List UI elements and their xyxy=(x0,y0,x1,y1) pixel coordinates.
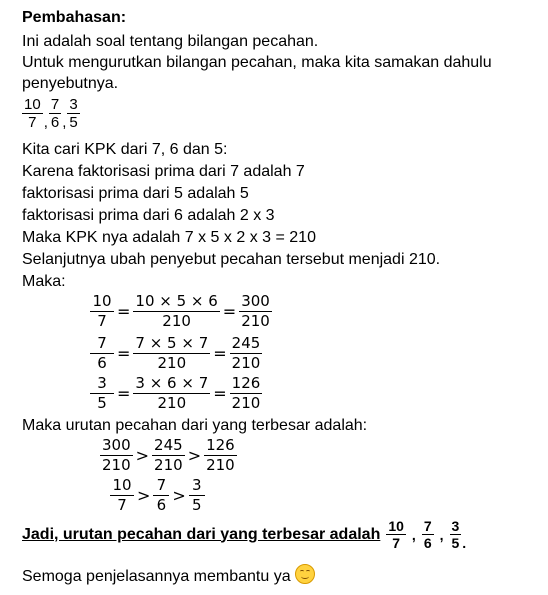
order-intro: Maka urutan pecahan dari yang terbesar adalah: xyxy=(22,417,368,434)
step-line: Kita cari KPK dari 7, 6 dan 5: xyxy=(22,141,228,158)
step-line: Maka KPK nya adalah 7 x 5 x 2 x 3 = 210 xyxy=(22,229,316,246)
conclusion-text: Jadi, urutan pecahan dari yang terbesar adalah xyxy=(22,525,381,543)
step-line: Karena faktorisasi prima dari 7 adalah 7 xyxy=(22,163,305,180)
instruction-text: Untuk mengurutkan bilangan pecahan, maka kita samakan dahulu xyxy=(22,54,492,71)
ordered-fractions-original: $\frac{10}{7}$ > $\frac{7}{6}$ > $\frac{3}{5}$ xyxy=(110,476,205,515)
ordered-fractions-210: $\frac{300}{210}$ > $\frac{245}{210}$ > $\frac{126}{210}$ xyxy=(102,436,235,474)
step-line: Selanjutnya ubah penyebut pecahan tersebut menjadi 210. xyxy=(22,251,441,268)
conversion-row: $\frac{7}{6}$ = $\frac{7 \times 5 \times 7}{210}$ = $\frac{245}{210}$ xyxy=(90,334,262,373)
conversion-row: $\frac{3}{5}$ = $\frac{3 \times 6 \times 7}{210}$ = $\frac{126}{210}$ xyxy=(90,374,262,413)
conclusion-fractions: $\frac{10}{7}$ , $\frac{7}{6}$ , $\frac{3}{5}$ . xyxy=(388,518,467,551)
step-line: Maka: xyxy=(22,273,66,290)
comma: , xyxy=(43,114,48,131)
intro-text: Ini adalah soal tentang bilangan pecahan. xyxy=(22,33,319,50)
comma: , xyxy=(62,114,67,131)
fraction: $\frac{3}{5}$ xyxy=(69,96,78,131)
fraction: $\frac{7}{6}$ xyxy=(50,96,60,131)
heading: Pembahasan: xyxy=(22,9,127,26)
closing-text: Semoga penjelasannya membantu ya xyxy=(22,568,291,585)
conclusion-row xyxy=(22,518,466,551)
fraction: $\frac{10}{7}$ xyxy=(24,96,41,131)
instruction-text-cont: penyebutnya. xyxy=(22,75,119,92)
smiling-face-icon xyxy=(295,564,315,584)
step-line: faktorisasi prima dari 5 adalah 5 xyxy=(22,185,249,202)
step-line: faktorisasi prima dari 6 adalah 2 x 3 xyxy=(22,207,275,224)
given-fractions xyxy=(22,96,80,131)
closing-line xyxy=(22,564,315,587)
conversion-row: $\frac{10}{7}$ = $\frac{10 \times 5 \times 6}{210}$ = $\frac{300}{210}$ xyxy=(90,292,272,331)
